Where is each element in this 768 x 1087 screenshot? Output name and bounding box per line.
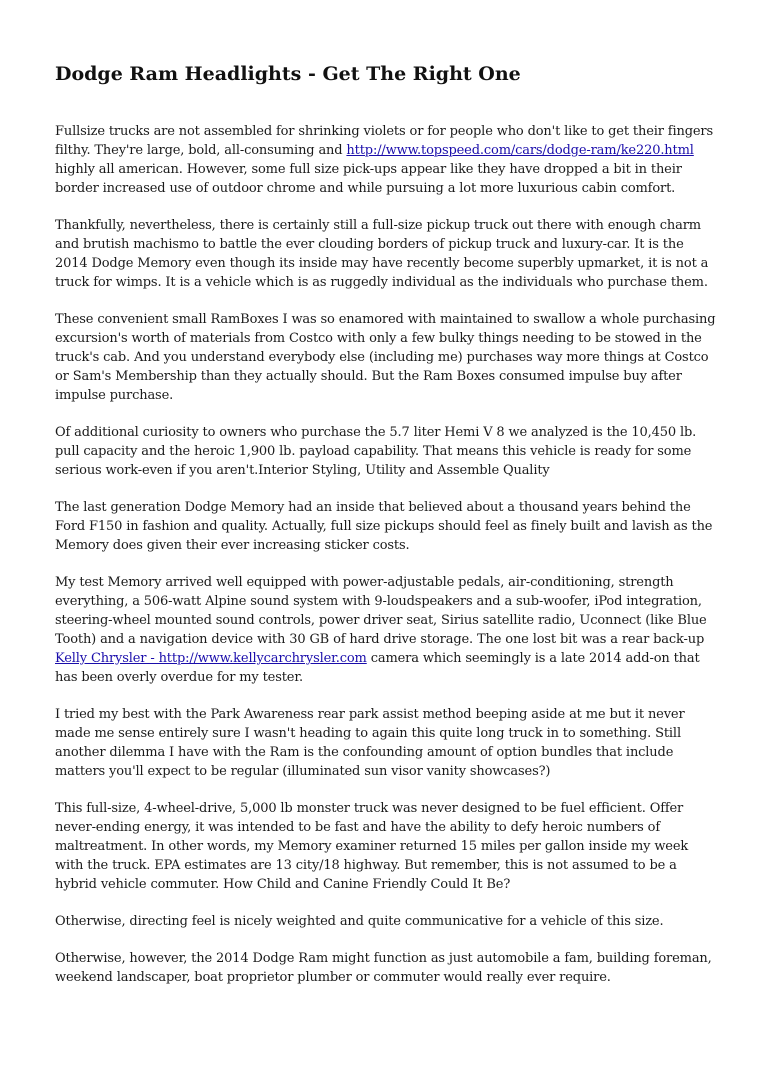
paragraph-2: Thankfully, nevertheless, there is certainly still a full-size pickup truck out there with enough charm and brutish machismo to battle the ever clouding borders of pickup truck and luxury-car. It is the 2014 Dodge Memory even though its inside may have recently become superbly upmarket, it is not a truck for wimps. It is a vehicle which is as ruggedly individual as the individuals who purchase them.: [55, 218, 709, 290]
paragraph-1: [55, 122, 719, 198]
paragraph-8: This full-size, 4-wheel-drive, 5,000 lb monster truck was never designed to be fuel efficient. Offer never-ending energy, it was intended to be fast and have the ability to defy heroic numbers of maltreatment. In other words, my Memory examiner returned 15 miles per gallon inside my week with the truck. EPA estimates are 13 city/18 highway. But remember, this is not assumed to be a hybrid vehicle commuter. How Child and Canine Friendly Could It Be?: [55, 801, 689, 892]
paragraph-5: The last generation Dodge Memory had an inside that believed about a thousand years behind the Ford F150 in fashion and quality. Actually, full size pickups should feel as finely built and lavish as the Memory does given their ever increasing sticker costs.: [55, 500, 713, 553]
document-page: [55, 62, 719, 1005]
paragraph-6-text-a: My test Memory arrived well equipped with power-adjustable pedals, air-conditioning, strength everything, a 506-watt Alpine sound system with 9-loudspeakers and a sub-woofer, iPod integration, steering-wheel mounted sound controls, power driver seat, Sirius satellite radio, Uconnect (like Blue Tooth) and a navigation device with 30 GB of hard drive storage. The one lost bit was a rear back-up: [55, 575, 707, 647]
paragraph-6-text-b: camera which seemingly is a late 2014 add-on that has been overly overdue for my tester.: [55, 651, 700, 685]
paragraph-3: These convenient small RamBoxes I was so enamored with maintained to swallow a whole purchasing excursion's worth of materials from Costco with only a few bulky things needing to be stowed in the truck's cab. And you understand everybody else (including me) purchases way more things at Costco or Sam's Membership than they actually should. But the Ram Boxes consumed impulse buy after impulse purchase.: [55, 312, 716, 403]
paragraph-4: Of additional curiosity to owners who purchase the 5.7 liter Hemi V 8 we analyzed is the 10,450 lb. pull capacity and the heroic 1,900 lb. payload capability. That means this vehicle is ready for some serious work-even if you aren't.Interior Styling, Utility and Assemble Quality: [55, 425, 697, 478]
paragraph-10: Otherwise, however, the 2014 Dodge Ram might function as just automobile a fam, building foreman, weekend landscaper, boat proprietor plumber or commuter would really ever require.: [55, 951, 712, 985]
kelly-chrysler-link[interactable]: Kelly Chrysler - http://www.kellycarchrysler.com: [55, 651, 367, 666]
page-title: Dodge Ram Headlights - Get The Right One: [55, 63, 521, 85]
paragraph-7: I tried my best with the Park Awareness rear park assist method beeping aside at me but it never made me sense entirely sure I wasn't heading to again this quite long truck in to something. Still another dilemma I have with the Ram is the confounding amount of option bundles that include matters you'll expect to be regular (illuminated sun visor vanity showcases?): [55, 707, 685, 779]
paragraph-9: Otherwise, directing feel is nicely weighted and quite communicative for a vehicle of this size.: [55, 914, 664, 929]
paragraph-1-text-a: Fullsize trucks are not assembled for shrinking violets or for people who don't like to get their fingers filthy. They're large, bold, all-consuming and: [55, 124, 713, 158]
paragraph-6: [55, 573, 719, 687]
paragraph-1-text-b: highly all american. However, some full size pick-ups appear like they have dropped a bit in their border increased use of outdoor chrome and while pursuing a lot more luxurious cabin comfort.: [55, 162, 682, 196]
topspeed-link[interactable]: http://www.topspeed.com/cars/dodge-ram/ke220.html: [346, 143, 694, 158]
